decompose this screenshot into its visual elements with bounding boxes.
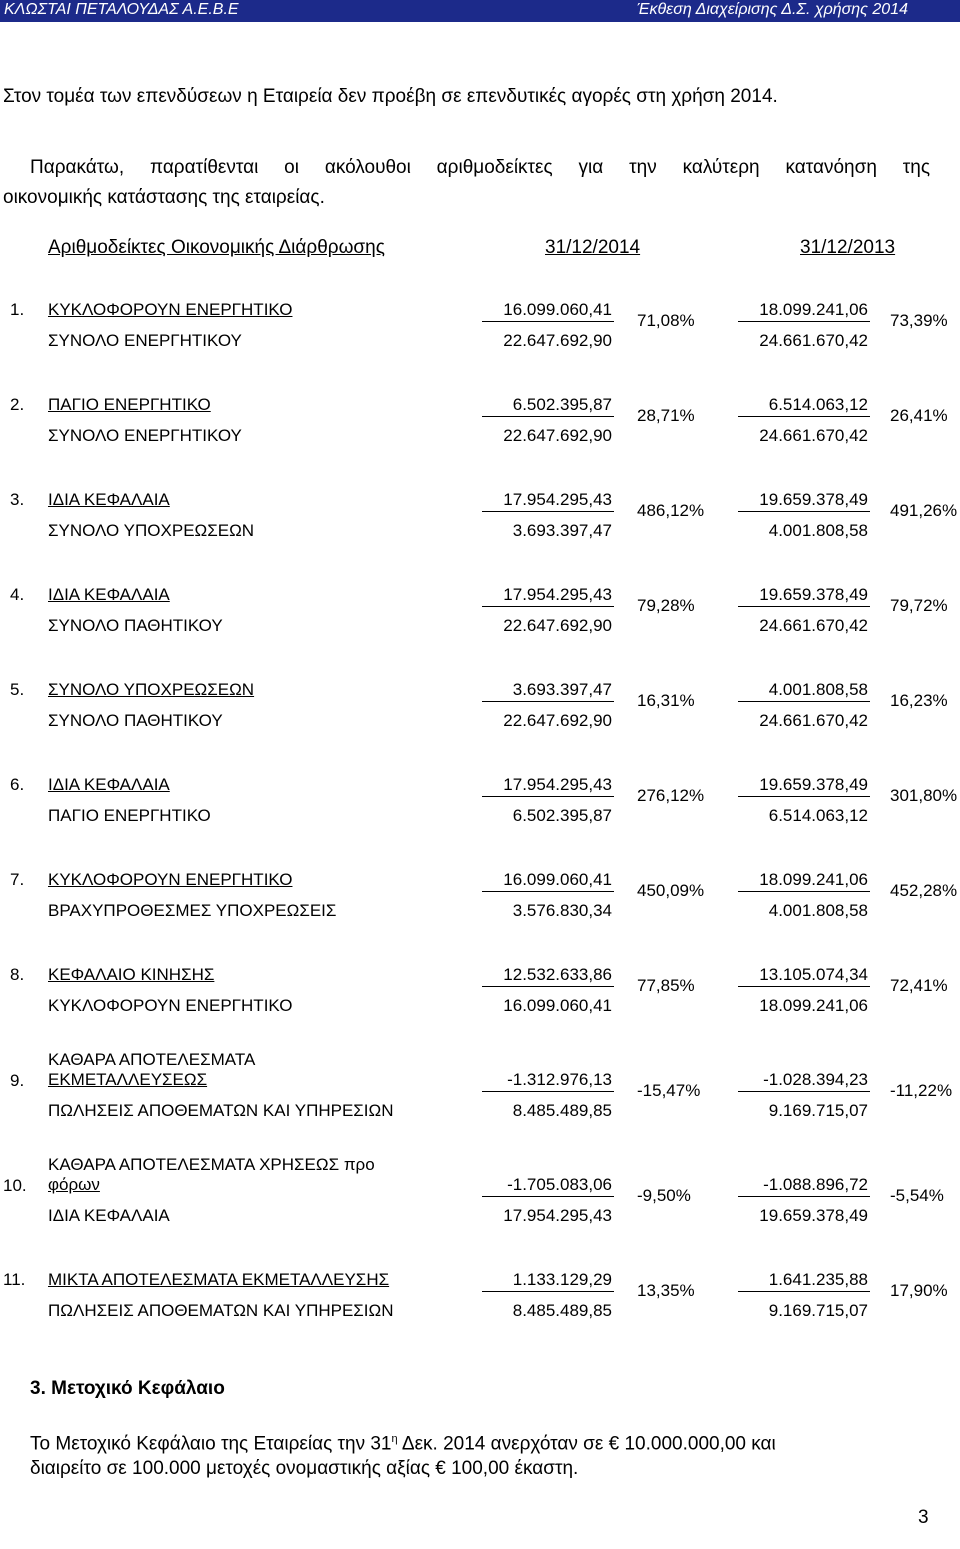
ratio-number: 8.: [10, 965, 25, 984]
fraction-line-2013: [738, 701, 870, 702]
fraction-line-2014: [482, 1091, 614, 1092]
denominator-value-2014: 22.647.692,90: [503, 711, 612, 730]
numerator-value-2013: 19.659.378,49: [759, 775, 868, 794]
denominator-value-2013: 9.169.715,07: [768, 1301, 868, 1320]
report-title: Έκθεση Διαχείρισης Δ.Σ. χρήσης 2014: [636, 1, 908, 18]
denominator-value-2013: 6.514.063,12: [768, 806, 868, 825]
fraction-line-2013: [738, 606, 870, 607]
ratio-percent-2014: 28,71%: [637, 406, 695, 425]
ratio-number: 1.: [10, 300, 25, 319]
ratio-percent-2013: 72,41%: [890, 976, 948, 995]
ratio-percent-2013: 26,41%: [890, 406, 948, 425]
numerator-value-2014: 1.133.129,29: [512, 1270, 612, 1289]
denominator-value-2013: 18.099.241,06: [759, 996, 868, 1015]
numerator-value-2014: 16.099.060,41: [503, 870, 612, 889]
denominator-value-2013: 19.659.378,49: [759, 1206, 868, 1225]
page-header: [0, 0, 960, 22]
share-capital-line1: Το Μετοχικό Κεφάλαιο της Εταιρείας την $31^\eta$ Δεκ. 2014 ανερχόταν σε € 10.000.000,00 και: [30, 1433, 776, 1455]
ratio-numerator-label: ΚΥΚΛΟΦΟΡΟΥΝ ΕΝΕΡΓΗΤΙΚΟ: [48, 870, 293, 889]
fraction-line-2014: [482, 416, 614, 417]
fraction-line-2014: [482, 321, 614, 322]
ratio-numerator-label: ΕΚΜΕΤΑΛΛΕΥΣΕΩΣ: [48, 1070, 208, 1089]
ratio-number: 2.: [10, 395, 25, 414]
ratio-percent-2013: 452,28%: [890, 881, 958, 900]
numerator-value-2013: 6.514.063,12: [768, 395, 868, 414]
column-header-2013: 31/12/2013: [800, 237, 896, 258]
numerator-value-2014: -1.312.976,13: [507, 1070, 612, 1089]
fraction-line-2014: [482, 796, 614, 797]
fraction-line-2014: [482, 701, 614, 702]
ratio-denominator-label: ΣΥΝΟΛΟ ΠΑΘΗΤΙΚΟΥ: [48, 616, 223, 635]
denominator-value-2013: 24.661.670,42: [759, 426, 868, 445]
denominator-value-2013: 24.661.670,42: [759, 711, 868, 730]
ratio-number: 9.: [10, 1071, 25, 1090]
fraction-line-2014: [482, 606, 614, 607]
fraction-line-2013: [738, 1091, 870, 1092]
numerator-value-2013: -1.088.896,72: [763, 1175, 868, 1194]
denominator-value-2014: 17.954.295,43: [503, 1206, 612, 1225]
fraction-line-2013: [738, 986, 870, 987]
ratios-intro-line2: οικονομικής κατάστασης της εταιρείας.: [3, 187, 325, 208]
ratio-percent-2013: 301,80%: [890, 786, 958, 805]
numerator-value-2014: 17.954.295,43: [503, 775, 612, 794]
denominator-value-2014: 16.099.060,41: [503, 996, 612, 1015]
ratio-numerator-label: ΠΑΓΙΟ ΕΝΕΡΓΗΤΙΚΟ: [48, 395, 211, 414]
fraction-line-2013: [738, 1291, 870, 1292]
fraction-line-2013: [738, 1196, 870, 1197]
ratio-percent-2014: 79,28%: [637, 596, 695, 615]
fraction-line-2013: [738, 891, 870, 892]
numerator-value-2014: 6.502.395,87: [512, 395, 612, 414]
section-heading-share-capital: 3. Μετοχικό Κεφάλαιο: [30, 1378, 225, 1399]
denominator-value-2013: 9.169.715,07: [768, 1101, 868, 1120]
ratio-denominator-label: ΒΡΑΧΥΠΡΟΘΕΣΜΕΣ ΥΠΟΧΡΕΩΣΕΙΣ: [48, 901, 337, 920]
ratio-numerator-label: ΚΥΚΛΟΦΟΡΟΥΝ ΕΝΕΡΓΗΤΙΚΟ: [48, 300, 293, 319]
page-number: 3: [918, 1507, 929, 1528]
denominator-value-2013: 24.661.670,42: [759, 616, 868, 635]
fraction-line-2014: [482, 986, 614, 987]
ratio-number: 6.: [10, 775, 25, 794]
ratio-number: 3.: [10, 490, 25, 509]
fraction-line-2014: [482, 511, 614, 512]
ratio-numerator-label: φόρων: [48, 1175, 100, 1194]
denominator-value-2014: 3.576.830,34: [512, 901, 612, 920]
numerator-value-2013: 1.641.235,88: [768, 1270, 868, 1289]
ratio-percent-2013: 491,26%: [890, 501, 958, 520]
ratio-denominator-label: ΚΥΚΛΟΦΟΡΟΥΝ ΕΝΕΡΓΗΤΙΚΟ: [48, 996, 293, 1015]
denominator-value-2013: 4.001.808,58: [768, 901, 868, 920]
numerator-value-2013: 13.105.074,34: [759, 965, 868, 984]
ratio-percent-2013: 79,72%: [890, 596, 948, 615]
ratio-percent-2014: 13,35%: [637, 1281, 695, 1300]
ratio-denominator-label: ΠΑΓΙΟ ΕΝΕΡΓΗΤΙΚΟ: [48, 806, 211, 825]
ratio-numerator-label: ΙΔΙΑ ΚΕΦΑΛΑΙΑ: [48, 775, 170, 794]
fraction-line-2013: [738, 416, 870, 417]
share-capital-line2: διαιρείτο σε 100.000 μετοχές ονομαστικής αξίας € 100,00 έκαστη.: [30, 1458, 579, 1479]
denominator-value-2013: 4.001.808,58: [768, 521, 868, 540]
ratio-numerator-label: ΙΔΙΑ ΚΕΦΑΛΑΙΑ: [48, 585, 170, 604]
ratio-percent-2013: 16,23%: [890, 691, 948, 710]
ratio-number: 11.: [3, 1270, 26, 1289]
ratio-denominator-label: ΣΥΝΟΛΟ ΕΝΕΡΓΗΤΙΚΟΥ: [48, 331, 242, 350]
ratio-numerator-label-line1: ΚΑΘΑΡΑ ΑΠΟΤΕΛΕΣΜΑΤΑ ΧΡΗΣΕΩΣ προ: [48, 1155, 375, 1174]
numerator-value-2013: -1.028.394,23: [763, 1070, 868, 1089]
numerator-value-2013: 4.001.808,58: [768, 680, 868, 699]
investments-paragraph: Στον τομέα των επενδύσεων η Εταιρεία δεν προέβη σε επενδυτικές αγορές στη χρήση 2014.: [3, 86, 778, 107]
denominator-value-2014: 8.485.489,85: [512, 1301, 612, 1320]
ratios-table-title: Αριθμοδείκτες Οικονομικής Διάρθρωσης: [48, 237, 385, 258]
ratio-denominator-label: ΣΥΝΟΛΟ ΕΝΕΡΓΗΤΙΚΟΥ: [48, 426, 242, 445]
numerator-value-2014: 17.954.295,43: [503, 490, 612, 509]
fraction-line-2014: [482, 1291, 614, 1292]
company-name: ΚΛΩΣΤΑΙ ΠΕΤΑΛΟΥΔΑΣ Α.Ε.Β.Ε: [4, 1, 239, 18]
ratio-percent-2013: 17,90%: [890, 1281, 948, 1300]
ratio-percent-2013: -11,22%: [890, 1081, 953, 1100]
ratio-percent-2013: -5,54%: [890, 1186, 944, 1205]
ratio-numerator-label: ΚΕΦΑΛΑΙΟ ΚΙΝΗΣΗΣ: [48, 965, 215, 984]
fraction-line-2014: [482, 891, 614, 892]
numerator-value-2014: 12.532.633,86: [503, 965, 612, 984]
ratio-percent-2014: 77,85%: [637, 976, 695, 995]
ratio-number: 10.: [3, 1176, 27, 1195]
ratio-numerator-label: ΙΔΙΑ ΚΕΦΑΛΑΙΑ: [48, 490, 170, 509]
numerator-value-2014: 17.954.295,43: [503, 585, 612, 604]
denominator-value-2014: 6.502.395,87: [512, 806, 612, 825]
ratio-denominator-label: ΣΥΝΟΛΟ ΥΠΟΧΡΕΩΣΕΩΝ: [48, 521, 255, 540]
denominator-value-2013: 24.661.670,42: [759, 331, 868, 350]
ratio-denominator-label: ΣΥΝΟΛΟ ΠΑΘΗΤΙΚΟΥ: [48, 711, 223, 730]
ratio-number: 7.: [10, 870, 25, 889]
denominator-value-2014: 22.647.692,90: [503, 331, 612, 350]
ratio-numerator-label-line1: ΚΑΘΑΡΑ ΑΠΟΤΕΛΕΣΜΑΤΑ: [48, 1050, 256, 1069]
numerator-value-2013: 19.659.378,49: [759, 585, 868, 604]
numerator-value-2013: 18.099.241,06: [759, 870, 868, 889]
ratio-percent-2013: 73,39%: [890, 311, 948, 330]
numerator-value-2013: 18.099.241,06: [759, 300, 868, 319]
fraction-line-2013: [738, 321, 870, 322]
fraction-line-2013: [738, 511, 870, 512]
numerator-value-2014: -1.705.083,06: [507, 1175, 612, 1194]
ratio-numerator-label: ΜΙΚΤΑ ΑΠΟΤΕΛΕΣΜΑΤΑ ΕΚΜΕΤΑΛΛΕΥΣΗΣ: [48, 1270, 390, 1289]
denominator-value-2014: 8.485.489,85: [512, 1101, 612, 1120]
denominator-value-2014: 3.693.397,47: [512, 521, 612, 540]
denominator-value-2014: 22.647.692,90: [503, 426, 612, 445]
ratio-numerator-label: ΣΥΝΟΛΟ ΥΠΟΧΡΕΩΣΕΩΝ: [48, 680, 255, 699]
ratio-percent-2014: 450,09%: [637, 881, 705, 900]
denominator-value-2014: 22.647.692,90: [503, 616, 612, 635]
ratio-percent-2014: -15,47%: [637, 1081, 701, 1100]
ratio-percent-2014: 486,12%: [637, 501, 705, 520]
numerator-value-2014: 3.693.397,47: [512, 680, 612, 699]
ratio-percent-2014: 276,12%: [637, 786, 705, 805]
numerator-value-2014: 16.099.060,41: [503, 300, 612, 319]
ratio-number: 4.: [10, 585, 25, 604]
ratios-intro-line1: Παρακάτω, παρατίθενται οι ακόλουθοι αριθμοδείκτες για την καλύτερη κατανόηση της: [30, 157, 930, 178]
ratio-denominator-label: ΠΩΛΗΣΕΙΣ ΑΠΟΘΕΜΑΤΩΝ ΚΑΙ ΥΠΗΡΕΣΙΩΝ: [48, 1101, 394, 1120]
ratio-percent-2014: 16,31%: [637, 691, 695, 710]
ratio-denominator-label: ΙΔΙΑ ΚΕΦΑΛΑΙΑ: [48, 1206, 170, 1225]
ratio-percent-2014: 71,08%: [637, 311, 695, 330]
fraction-line-2014: [482, 1196, 614, 1197]
numerator-value-2013: 19.659.378,49: [759, 490, 868, 509]
ratio-denominator-label: ΠΩΛΗΣΕΙΣ ΑΠΟΘΕΜΑΤΩΝ ΚΑΙ ΥΠΗΡΕΣΙΩΝ: [48, 1301, 394, 1320]
column-header-2014: 31/12/2014: [545, 237, 641, 258]
ratio-number: 5.: [10, 680, 25, 699]
ratio-percent-2014: -9,50%: [637, 1186, 691, 1205]
fraction-line-2013: [738, 796, 870, 797]
